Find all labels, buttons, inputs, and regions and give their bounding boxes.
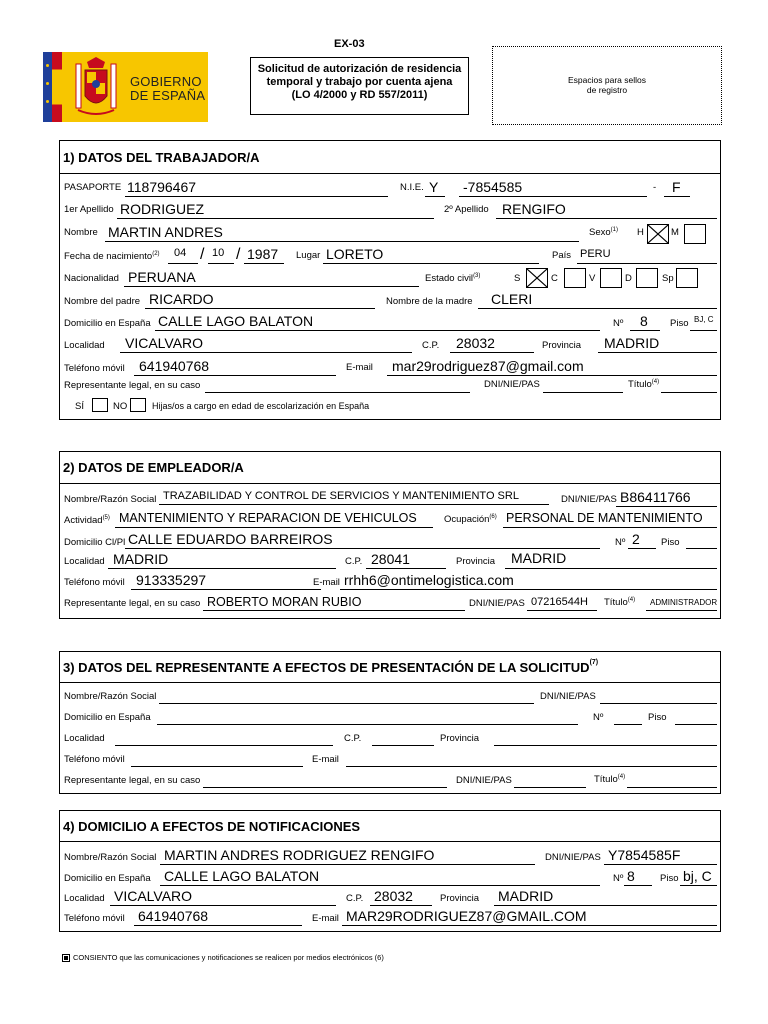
rep-email-label: E-mail xyxy=(312,754,339,765)
check-x-icon xyxy=(648,225,668,243)
no-label: NO xyxy=(113,401,128,412)
civil-d-checkbox[interactable] xyxy=(636,268,658,288)
birthplace-value[interactable]: LORETO xyxy=(326,246,384,262)
rep-title-label: Título$^{(4)}$ xyxy=(628,379,660,390)
rep-legal-title-label: Título$^{(4)}$ xyxy=(594,774,626,785)
notif-floor-value[interactable]: bj, C xyxy=(683,868,712,884)
rep-number-label: Nº xyxy=(593,712,604,723)
notif-number-value[interactable]: 8 xyxy=(627,868,635,884)
notif-dni-label: DNI/NIE/PAS xyxy=(545,852,601,863)
no-checkbox[interactable] xyxy=(130,398,146,412)
surname1-value[interactable]: RODRIGUEZ xyxy=(120,201,204,217)
section-worker-title: 1) DATOS DEL TRABAJADOR/A xyxy=(63,150,260,165)
province-value[interactable]: MADRID xyxy=(604,335,660,351)
address-label: Domicilio en España xyxy=(64,318,151,329)
notif-name-label: Nombre/Razón Social xyxy=(64,852,157,863)
passport-label: PASAPORTE xyxy=(64,182,122,193)
birth-year[interactable]: 1987 xyxy=(247,246,279,262)
employer-address-label: Domicilio Cl/Pl xyxy=(64,537,126,548)
nie-label: N.I.E. xyxy=(400,182,424,193)
address-value[interactable]: CALLE LAGO BALATON xyxy=(158,313,314,329)
postal-code-label: C.P. xyxy=(422,340,440,351)
spain-flag-strip xyxy=(52,52,62,122)
locality-value[interactable]: VICALVARO xyxy=(125,335,204,351)
notif-locality-label: Localidad xyxy=(64,893,105,904)
employer-dni-label: DNI/NIE/PAS xyxy=(561,494,617,505)
notif-address-label: Domicilio en España xyxy=(64,873,151,884)
email-value[interactable]: mar29rodriguez87@gmail.com xyxy=(392,358,584,374)
employer-rep-dni-value[interactable]: 07216544H xyxy=(531,596,588,608)
sex-m-label: M xyxy=(671,227,679,238)
consent-text: CONSIENTO que las comunicaciones y notificaciones se realicen por medios electrónicos (6) xyxy=(73,953,384,962)
notif-dni-value[interactable]: Y7854585F xyxy=(608,847,681,863)
civil-s-label: S xyxy=(514,273,521,284)
civil-sp-checkbox[interactable] xyxy=(676,268,698,288)
rep-phone-label: Teléfono móvil xyxy=(64,754,125,765)
sex-h-checkbox[interactable] xyxy=(647,224,669,244)
name-label: Nombre xyxy=(64,227,98,238)
section-representative-title: 3) DATOS DEL REPRESENTANTE A EFECTOS DE PRESENTACIÓN DE LA SOLICITUD$^{(7)}$ xyxy=(63,659,599,675)
rep-locality-label: Localidad xyxy=(64,733,105,744)
activity-value[interactable]: MANTENIMIENTO Y REPARACION DE VEHICULOS xyxy=(119,511,417,525)
form-code: EX-03 xyxy=(334,38,365,50)
floor-label: Piso xyxy=(670,318,689,329)
surname2-label: 2º Apellido xyxy=(444,204,489,215)
notif-province-value[interactable]: MADRID xyxy=(498,888,554,904)
notif-number-label: Nº xyxy=(613,873,624,884)
nie-dash: - xyxy=(653,182,657,193)
notif-cp-label: C.P. xyxy=(346,893,364,904)
employer-dni-value[interactable]: B86411766 xyxy=(620,489,691,505)
employer-address-value[interactable]: CALLE EDUARDO BARREIROS xyxy=(128,531,333,547)
registry-stamp-box xyxy=(492,46,722,125)
consent-checkbox[interactable] xyxy=(62,954,70,962)
father-value[interactable]: RICARDO xyxy=(149,291,214,307)
children-label: Hijas/os a cargo en edad de escolarización en España xyxy=(152,401,370,411)
province-label: Provincia xyxy=(542,340,582,351)
employer-number-value[interactable]: 2 xyxy=(632,531,640,547)
notif-phone-value[interactable]: 641940768 xyxy=(138,908,209,924)
notif-locality-value[interactable]: VICALVARO xyxy=(114,888,193,904)
employer-locality-value[interactable]: MADRID xyxy=(113,551,169,567)
civil-status-label: Estado civil$^{(3)}$ xyxy=(425,273,481,284)
name-value[interactable]: MARTIN ANDRES xyxy=(108,224,223,240)
rep-legal-label: Representante legal, en su caso xyxy=(64,775,201,786)
checked-square-icon xyxy=(64,956,68,960)
legal-rep-label: Representante legal, en su caso xyxy=(64,380,201,391)
section-employer-title: 2) DATOS DE EMPLEADOR/A xyxy=(63,460,244,475)
birth-day[interactable]: 04 xyxy=(174,247,187,259)
father-label: Nombre del padre xyxy=(64,296,141,307)
employer-rep-title-value[interactable]: ADMINISTRADOR xyxy=(650,598,718,607)
notif-address-value[interactable]: CALLE LAGO BALATON xyxy=(164,868,320,884)
passport-value[interactable]: 118796467 xyxy=(127,179,197,195)
employer-province-value[interactable]: MADRID xyxy=(511,550,567,566)
government-logo xyxy=(43,52,208,122)
country-label: País xyxy=(552,250,572,261)
birthplace-label: Lugar xyxy=(296,250,321,261)
rep-floor-label: Piso xyxy=(648,712,667,723)
birth-month[interactable]: 10 xyxy=(212,247,225,259)
surname2-value[interactable]: RENGIFO xyxy=(502,201,566,217)
birthdate-label: Fecha de nacimiento$^{(2)}$ xyxy=(64,251,160,262)
activity-label: Actividad$^{(5)}$ xyxy=(64,515,110,526)
title-line2: temporal y trabajo por cuenta ajena xyxy=(266,76,453,88)
nie-letter[interactable]: Y xyxy=(429,179,439,195)
civil-c-checkbox[interactable] xyxy=(564,268,586,288)
notif-province-label: Provincia xyxy=(440,893,480,904)
rep-cp-label: C.P. xyxy=(344,733,362,744)
check-x-icon xyxy=(527,269,547,287)
employer-rep-dni-label: DNI/NIE/PAS xyxy=(469,598,525,609)
nationality-label: Nacionalidad xyxy=(64,273,119,284)
title-line1: Solicitud de autorización de residencia xyxy=(257,63,462,75)
employer-cp-label: C.P. xyxy=(345,556,363,567)
civil-s-checkbox[interactable] xyxy=(526,268,548,288)
section-notifications-title: 4) DOMICILIO A EFECTOS DE NOTIFICACIONES xyxy=(63,819,361,834)
surname1-label: 1er Apellido xyxy=(64,204,114,215)
employer-floor-label: Piso xyxy=(661,537,680,548)
sex-label: Sexo$^{(1)}$ xyxy=(589,227,618,238)
employer-email-value[interactable]: rrhh6@ontimelogistica.com xyxy=(344,572,514,588)
rep-legal-dni-label: DNI/NIE/PAS xyxy=(456,775,512,786)
country-value[interactable]: PERU xyxy=(580,248,611,260)
rep-dni-label: DNI/NIE/PAS xyxy=(484,379,540,390)
civil-v-label: V xyxy=(589,273,596,284)
nie-number[interactable]: -7854585 xyxy=(463,179,523,195)
notif-phone-label: Teléfono móvil xyxy=(64,913,125,924)
coat-of-arms-icon xyxy=(74,56,118,118)
nie-control[interactable]: F xyxy=(672,179,681,195)
mother-value[interactable]: CLERI xyxy=(491,291,533,307)
si-label: SÍ xyxy=(75,401,84,412)
employer-rep-value[interactable]: ROBERTO MORAN RUBIO xyxy=(207,595,362,609)
rep-dni3-label: DNI/NIE/PAS xyxy=(540,691,596,702)
stamp-line2: de registro xyxy=(586,85,628,95)
phone-label: Teléfono móvil xyxy=(64,363,125,374)
sex-h-label: H xyxy=(637,227,644,238)
employer-rep-title-label: Título$^{(4)}$ xyxy=(604,597,636,608)
employer-cp-value[interactable]: 28041 xyxy=(371,551,410,567)
employer-phone-value[interactable]: 913335297 xyxy=(136,572,207,588)
notif-email-value[interactable]: MAR29RODRIGUEZ87@GMAIL.COM xyxy=(346,908,587,924)
occupation-label: Ocupación$^{(6)}$ xyxy=(444,514,497,525)
notif-floor-label: Piso xyxy=(660,873,679,884)
postal-code-value[interactable]: 28032 xyxy=(456,335,495,351)
gov-line2: DE ESPAÑA xyxy=(130,88,206,103)
phone-value[interactable]: 641940768 xyxy=(139,358,210,374)
eu-flag-strip xyxy=(43,52,52,122)
floor-value[interactable]: BJ, C xyxy=(694,315,714,324)
occupation-value[interactable]: PERSONAL DE MANTENIMIENTO xyxy=(506,511,703,525)
civil-c-label: C xyxy=(551,273,558,284)
civil-sp-label: Sp xyxy=(662,273,674,284)
employer-email-label: E-mail xyxy=(313,577,340,588)
employer-name-value[interactable]: TRAZABILIDAD Y CONTROL DE SERVICIOS Y MANTENIMIENTO SRL xyxy=(163,490,519,502)
employer-phone-label: Teléfono móvil xyxy=(64,577,125,588)
rep-province-label: Provincia xyxy=(440,733,480,744)
employer-locality-label: Localidad xyxy=(64,556,105,567)
rep-name-label: Nombre/Razón Social xyxy=(64,691,157,702)
locality-label: Localidad xyxy=(64,340,105,351)
stamp-line1: Espacios para sellos xyxy=(568,75,646,85)
employer-name-label: Nombre/Razón Social xyxy=(64,494,157,505)
nationality-value[interactable]: PERUANA xyxy=(128,269,196,285)
civil-v-checkbox[interactable] xyxy=(600,268,622,288)
email-label: E-mail xyxy=(346,362,373,373)
employer-rep-label: Representante legal, en su caso xyxy=(64,598,201,609)
rep-address-label: Domicilio en España xyxy=(64,712,151,723)
number-value[interactable]: 8 xyxy=(640,313,648,329)
gov-line1: GOBIERNO xyxy=(130,74,202,89)
employer-province-label: Provincia xyxy=(456,556,496,567)
notif-cp-value[interactable]: 28032 xyxy=(374,888,413,904)
mother-label: Nombre de la madre xyxy=(386,296,473,307)
notif-name-value[interactable]: MARTIN ANDRES RODRIGUEZ RENGIFO xyxy=(164,847,435,863)
number-label: Nº xyxy=(613,318,624,329)
civil-d-label: D xyxy=(625,273,632,284)
title-line3: (LO 4/2000 y RD 557/2011) xyxy=(291,89,428,101)
employer-number-label: Nº xyxy=(615,537,626,548)
si-checkbox[interactable] xyxy=(92,398,108,412)
sex-m-checkbox[interactable] xyxy=(684,224,706,244)
notif-email-label: E-mail xyxy=(312,913,339,924)
form-title-box xyxy=(250,57,469,115)
